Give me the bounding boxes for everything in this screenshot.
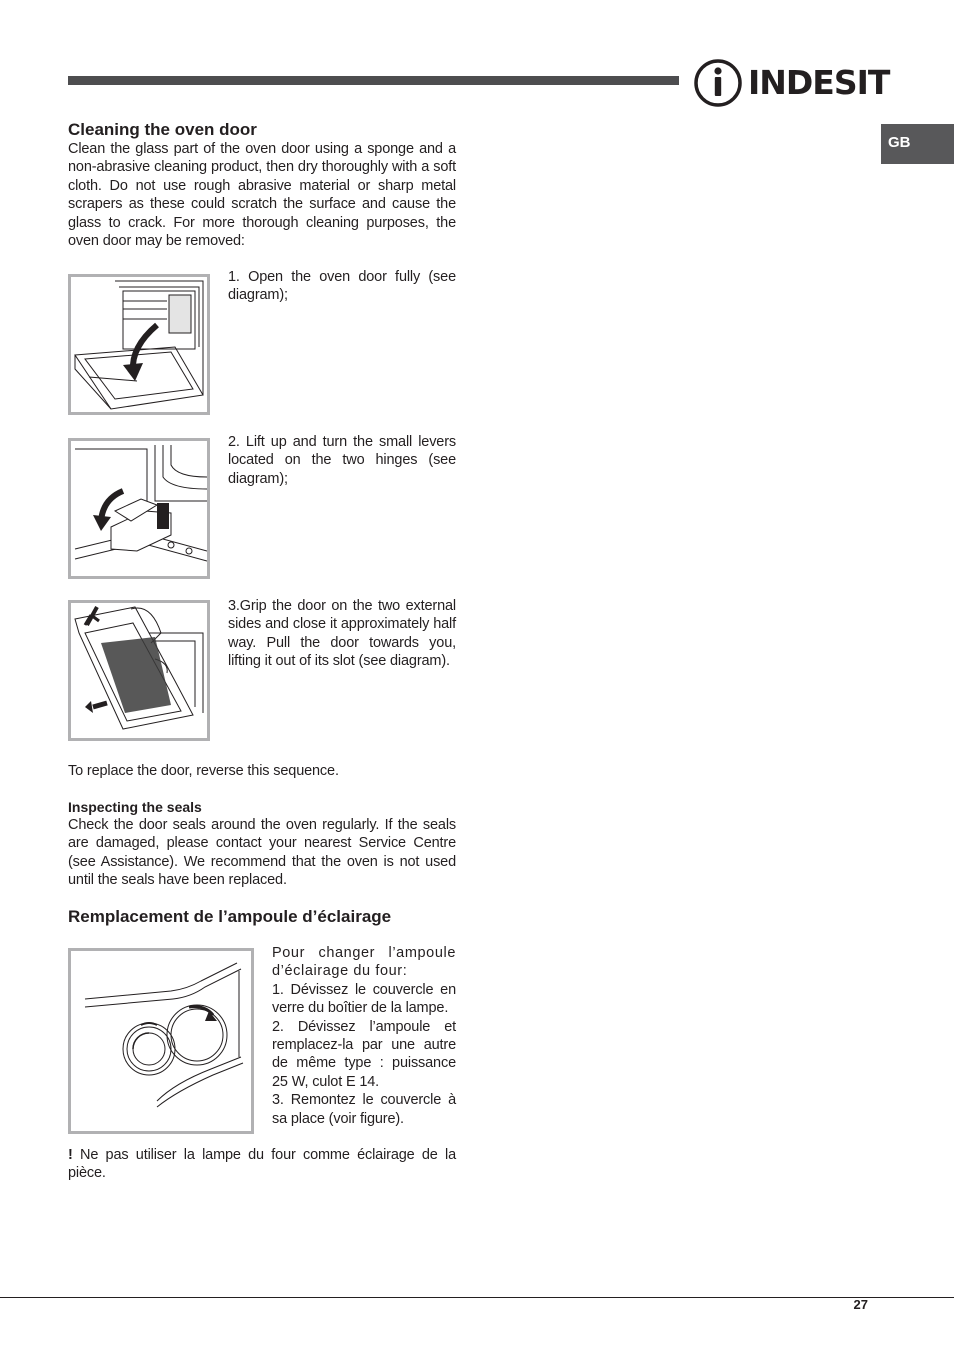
lamp-cover-icon xyxy=(71,951,251,1131)
bulb-line-intro: Pour changer l’ampoule d’éclairage du four: xyxy=(272,945,456,980)
footer-rule xyxy=(0,1297,954,1298)
page-number: 27 xyxy=(853,1297,868,1312)
bulb-line-step-3: 3. Remontez le couvercle à sa place (voir figure). xyxy=(272,1092,456,1127)
hinge-lever-icon xyxy=(71,441,207,576)
language-tab: GB xyxy=(881,124,954,164)
step-1-text: 1. Open the oven door fully (see diagram); xyxy=(228,269,456,304)
step-2-text: 2. Lift up and turn the small levers located on the two hinges (see diagram); xyxy=(228,434,456,487)
cleaning-intro: Clean the glass part of the oven door using a sponge and a non-abrasive cleaning product, then dry thoroughly with a soft cloth. Do not use rough abrasive material or sharp metal scrapers as these could scratch the surface and cause the glass to crack. For more thorough cleaning purposes, the oven door may be removed: xyxy=(68,141,456,250)
bulb-line-step-1: 1. Dévissez le couvercle en verre du boîtier de la lampe. xyxy=(272,981,456,1017)
indesit-emblem-icon xyxy=(693,58,747,108)
step-1-figure xyxy=(68,274,210,415)
step-3-text: 3.Grip the door on the two external sides and close it approximately half way. Pull the door towards you, lifting it out of its slot (see diagram). xyxy=(228,598,456,670)
bulb-title: Remplacement de l’ampoule d’éclairage xyxy=(68,907,392,926)
step-2-figure xyxy=(68,438,210,579)
door-removal-icon xyxy=(71,603,207,738)
warning-mark: ! xyxy=(68,1147,73,1163)
warning-text: Ne pas utiliser la lampe du four comme éclairage de la pièce. xyxy=(68,1147,456,1182)
brand-wordmark: INDESIT xyxy=(748,63,890,102)
brand-logo xyxy=(693,58,890,108)
bulb-instructions xyxy=(272,944,456,1128)
seals-text: Check the door seals around the oven regularly. If the seals are damaged, please contact your nearest Service Centre (see Assistance). We recommend that the oven is not used until the seals have been replaced. xyxy=(68,817,456,889)
header-rule xyxy=(68,76,679,85)
bulb-warning xyxy=(68,1146,456,1183)
step-3-figure xyxy=(68,600,210,741)
oven-door-open-icon xyxy=(71,277,207,412)
cleaning-title: Cleaning the oven door xyxy=(68,120,257,139)
bulb-figure xyxy=(68,948,254,1134)
seals-title: Inspecting the seals xyxy=(68,799,202,815)
bulb-line-step-2: 2. Dévissez l’ampoule et remplacez-la par une autre de même type : puissance 25 W, culot E 14. xyxy=(272,1018,456,1090)
replace-note: To replace the door, reverse this sequence. xyxy=(68,763,339,779)
